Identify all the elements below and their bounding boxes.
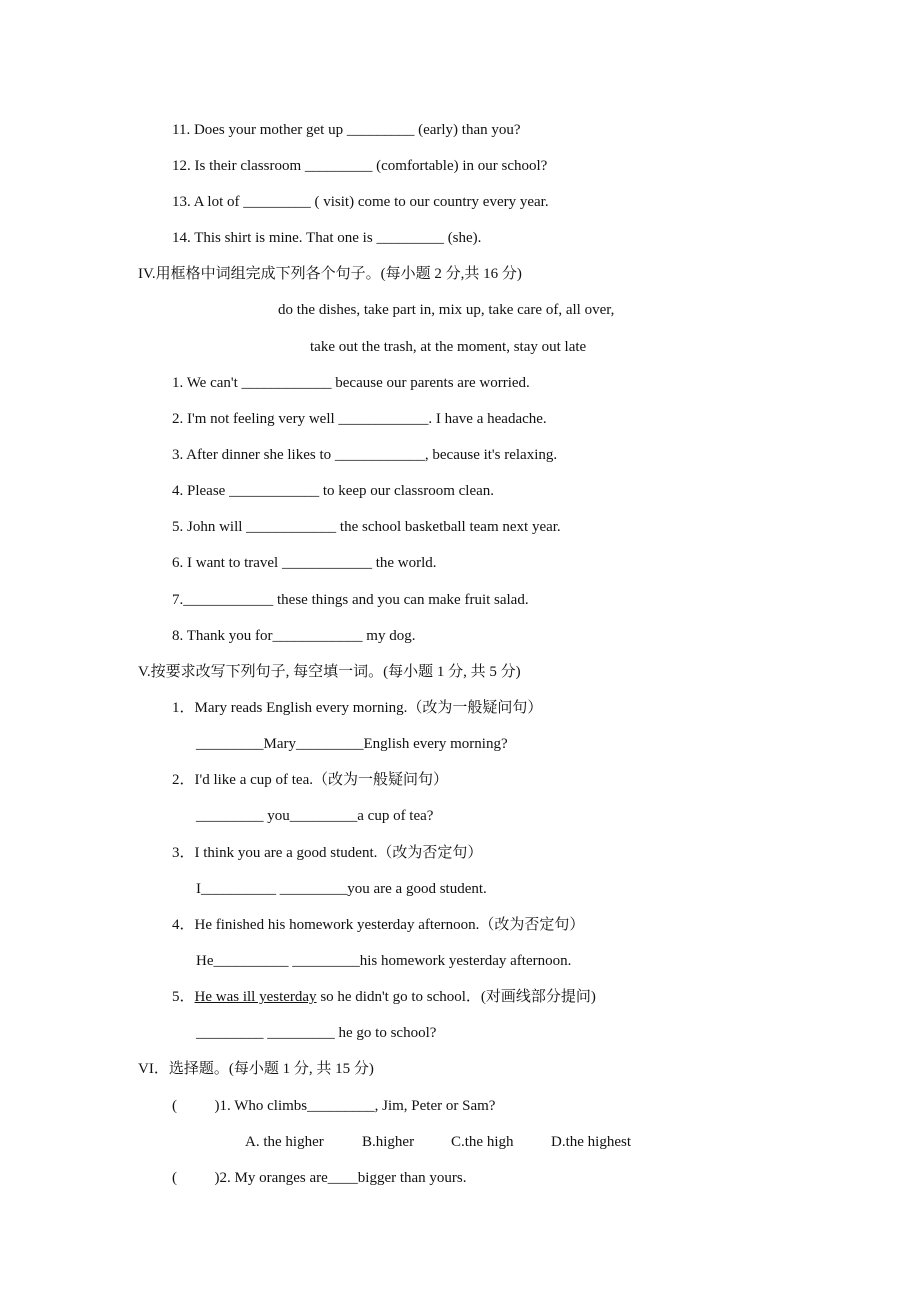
question-s4-2: 2. I'm not feeling very well ____________. I have a headache. xyxy=(172,411,547,427)
option-c: C.the high xyxy=(451,1134,514,1150)
question-s4-8: 8. Thank you for____________ my dog. xyxy=(172,628,416,644)
answer-s5-5: _________ _________ he go to school? xyxy=(196,1025,437,1041)
question-s6-1: ( )1. Who climbs_________, Jim, Peter or Sam? xyxy=(172,1098,496,1114)
question-s5-5 xyxy=(172,987,596,1007)
question-s5-3: 3．I think you are a good student.（改为否定句） xyxy=(172,845,483,861)
question-s4-7: 7.____________ these things and you can make fruit salad. xyxy=(172,592,529,608)
option-a: A. the higher xyxy=(245,1134,324,1150)
question-s4-3: 3. After dinner she likes to ____________, because it's relaxing. xyxy=(172,447,558,463)
question-s4-5: 5. John will ____________ the school basketball team next year. xyxy=(172,519,561,535)
section-5-heading: V.按要求改写下列句子, 每空填一词。(每小题 1 分, 共 5 分) xyxy=(138,664,521,680)
word-box-line-2: take out the trash, at the moment, stay out late xyxy=(310,339,587,355)
underlined-phrase: He was ill yesterday xyxy=(194,989,317,1005)
section-6-heading: VI．选择题。(每小题 1 分, 共 15 分) xyxy=(138,1061,374,1077)
question-s5-2: 2．I'd like a cup of tea.（改为一般疑问句） xyxy=(172,772,448,788)
section-4-heading: IV.用框格中词组完成下列各个句子。(每小题 2 分,共 16 分) xyxy=(138,266,522,282)
option-b: B.higher xyxy=(362,1134,415,1150)
question-s3-11: 11. Does your mother get up _________ (early) than you? xyxy=(172,122,521,138)
question-s3-13: 13. A lot of _________ ( visit) come to our country every year. xyxy=(172,194,549,210)
word-box-line-1: do the dishes, take part in, mix up, take care of, all over, xyxy=(278,302,615,318)
option-d: D.the highest xyxy=(551,1134,631,1150)
question-s4-4: 4. Please ____________ to keep our classroom clean. xyxy=(172,483,495,499)
question-s5-5-number: 5． xyxy=(172,989,195,1005)
answer-s5-1: _________Mary_________English every morning? xyxy=(196,736,508,752)
question-s3-14: 14. This shirt is mine. That one is _________ (she). xyxy=(172,230,482,246)
question-s5-5-rest: so he didn't go to school．(对画线部分提问) xyxy=(316,989,596,1005)
answer-s5-3: I__________ _________you are a good student. xyxy=(196,881,487,897)
question-s5-1: 1．Mary reads English every morning.（改为一般疑问句） xyxy=(172,700,543,716)
question-s6-2: ( )2. My oranges are____bigger than yours. xyxy=(172,1170,467,1186)
question-s3-12: 12. Is their classroom _________ (comfortable) in our school? xyxy=(172,158,548,174)
answer-s5-2: _________ you_________a cup of tea? xyxy=(196,808,434,824)
question-s5-4: 4．He finished his homework yesterday afternoon.（改为否定句） xyxy=(172,917,585,933)
question-s4-6: 6. I want to travel ____________ the world. xyxy=(172,555,437,571)
question-s4-1: 1. We can't ____________ because our parents are worried. xyxy=(172,375,530,391)
answer-s5-4: He__________ _________his homework yesterday afternoon. xyxy=(196,953,572,969)
